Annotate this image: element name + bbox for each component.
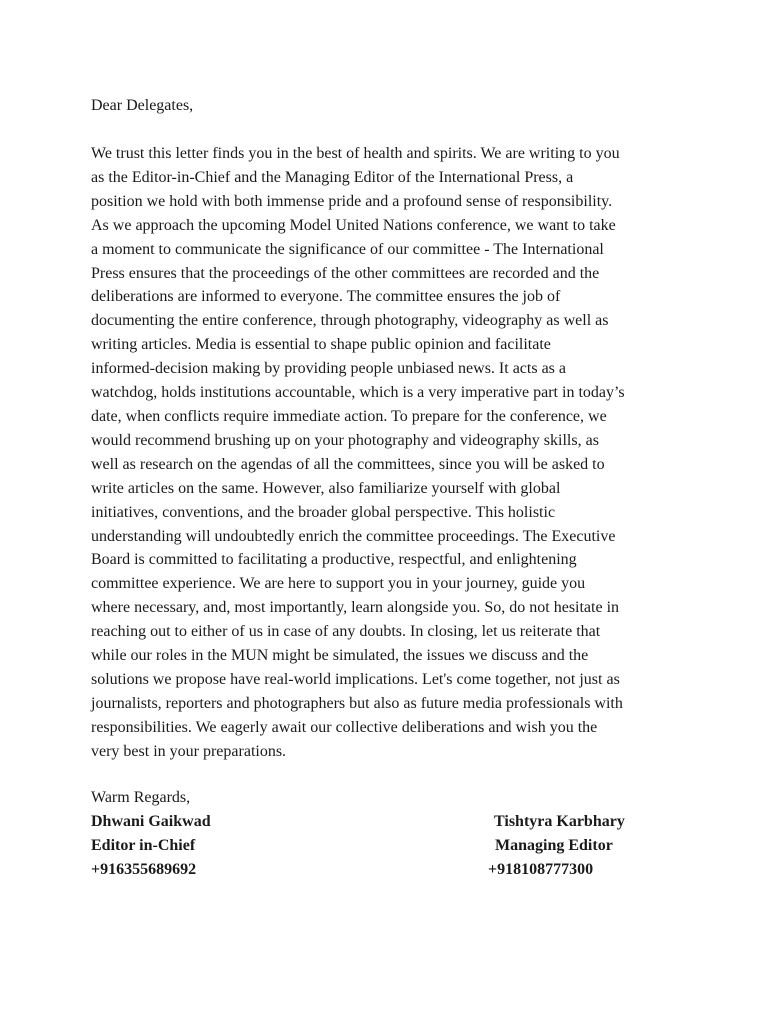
body-line: solutions we propose have real-world implications. Let's come together, not just as	[91, 670, 620, 688]
body-line: Board is committed to facilitating a productive, respectful, and enlightening	[91, 551, 577, 569]
body-line: where necessary, and, most importantly, learn alongside you. So, do not hesitate in	[91, 599, 620, 617]
body-line: well as research on the agendas of all the committees, since you will be asked to	[91, 455, 605, 473]
body-line: Press ensures that the proceedings of the other committees are recorded and the	[91, 264, 600, 282]
body-line: position we hold with both immense pride and a profound sense of responsibility.	[91, 192, 613, 210]
body-line: informed-decision making by providing people unbiased news. It acts as a	[91, 360, 566, 378]
signatory-phone: +916355689692	[91, 861, 197, 878]
body-line: a moment to communicate the significance of our committee - The International	[91, 240, 604, 258]
body-line: while our roles in the MUN might be simulated, the issues we discuss and the	[91, 647, 589, 665]
signatory-name: Tishtyra Karbhary	[494, 813, 625, 830]
body-line: as the Editor-in-Chief and the Managing Editor of the International Press, a	[91, 168, 574, 186]
body-line: documenting the entire conference, through photography, videography as well as	[91, 312, 609, 330]
signatory-title: Managing Editor	[495, 837, 613, 854]
signatory-title: Editor in-Chief	[91, 837, 196, 854]
body-line: As we approach the upcoming Model United Nations conference, we want to take	[91, 216, 616, 234]
signature-block-managing-editor	[488, 810, 625, 882]
signatory-name: Dhwani Gaikwad	[91, 813, 211, 830]
body-line: initiatives, conventions, and the broader global perspective. This holistic	[91, 503, 556, 521]
body-line: very best in your preparations.	[91, 742, 287, 760]
body-line: writing articles. Media is essential to shape public opinion and facilitate	[91, 336, 551, 354]
body-line: journalists, reporters and photographers but also as future media professionals with	[91, 694, 623, 712]
signatory-phone: +918108777300	[488, 861, 594, 878]
body-line: would recommend brushing up on your photography and videography skills, as	[91, 431, 599, 449]
body-line: responsibilities. We eagerly await our collective deliberations and wish you the	[91, 718, 598, 736]
letter-body	[91, 142, 691, 764]
body-line: watchdog, holds institutions accountable, which is a very imperative part in today’s	[91, 384, 625, 402]
body-line: understanding will undoubtedly enrich the committee proceedings. The Executive	[91, 527, 616, 545]
body-line: reaching out to either of us in case of any doubts. In closing, let us reiterate that	[91, 623, 601, 641]
signature-block-editor-in-chief	[91, 810, 211, 882]
letter-closing: Warm Regards,	[91, 789, 191, 806]
body-line: deliberations are informed to everyone. The committee ensures the job of	[91, 288, 561, 306]
body-line: committee experience. We are here to support you in your journey, guide you	[91, 575, 586, 593]
body-line: date, when conflicts require immediate action. To prepare for the conference, we	[91, 407, 607, 425]
letter-content	[91, 94, 691, 764]
body-line: write articles on the same. However, also familiarize yourself with global	[91, 479, 561, 497]
letter-salutation: Dear Delegates,	[91, 97, 194, 114]
body-line: We trust this letter finds you in the best of health and spirits. We are writing to you	[91, 145, 620, 162]
